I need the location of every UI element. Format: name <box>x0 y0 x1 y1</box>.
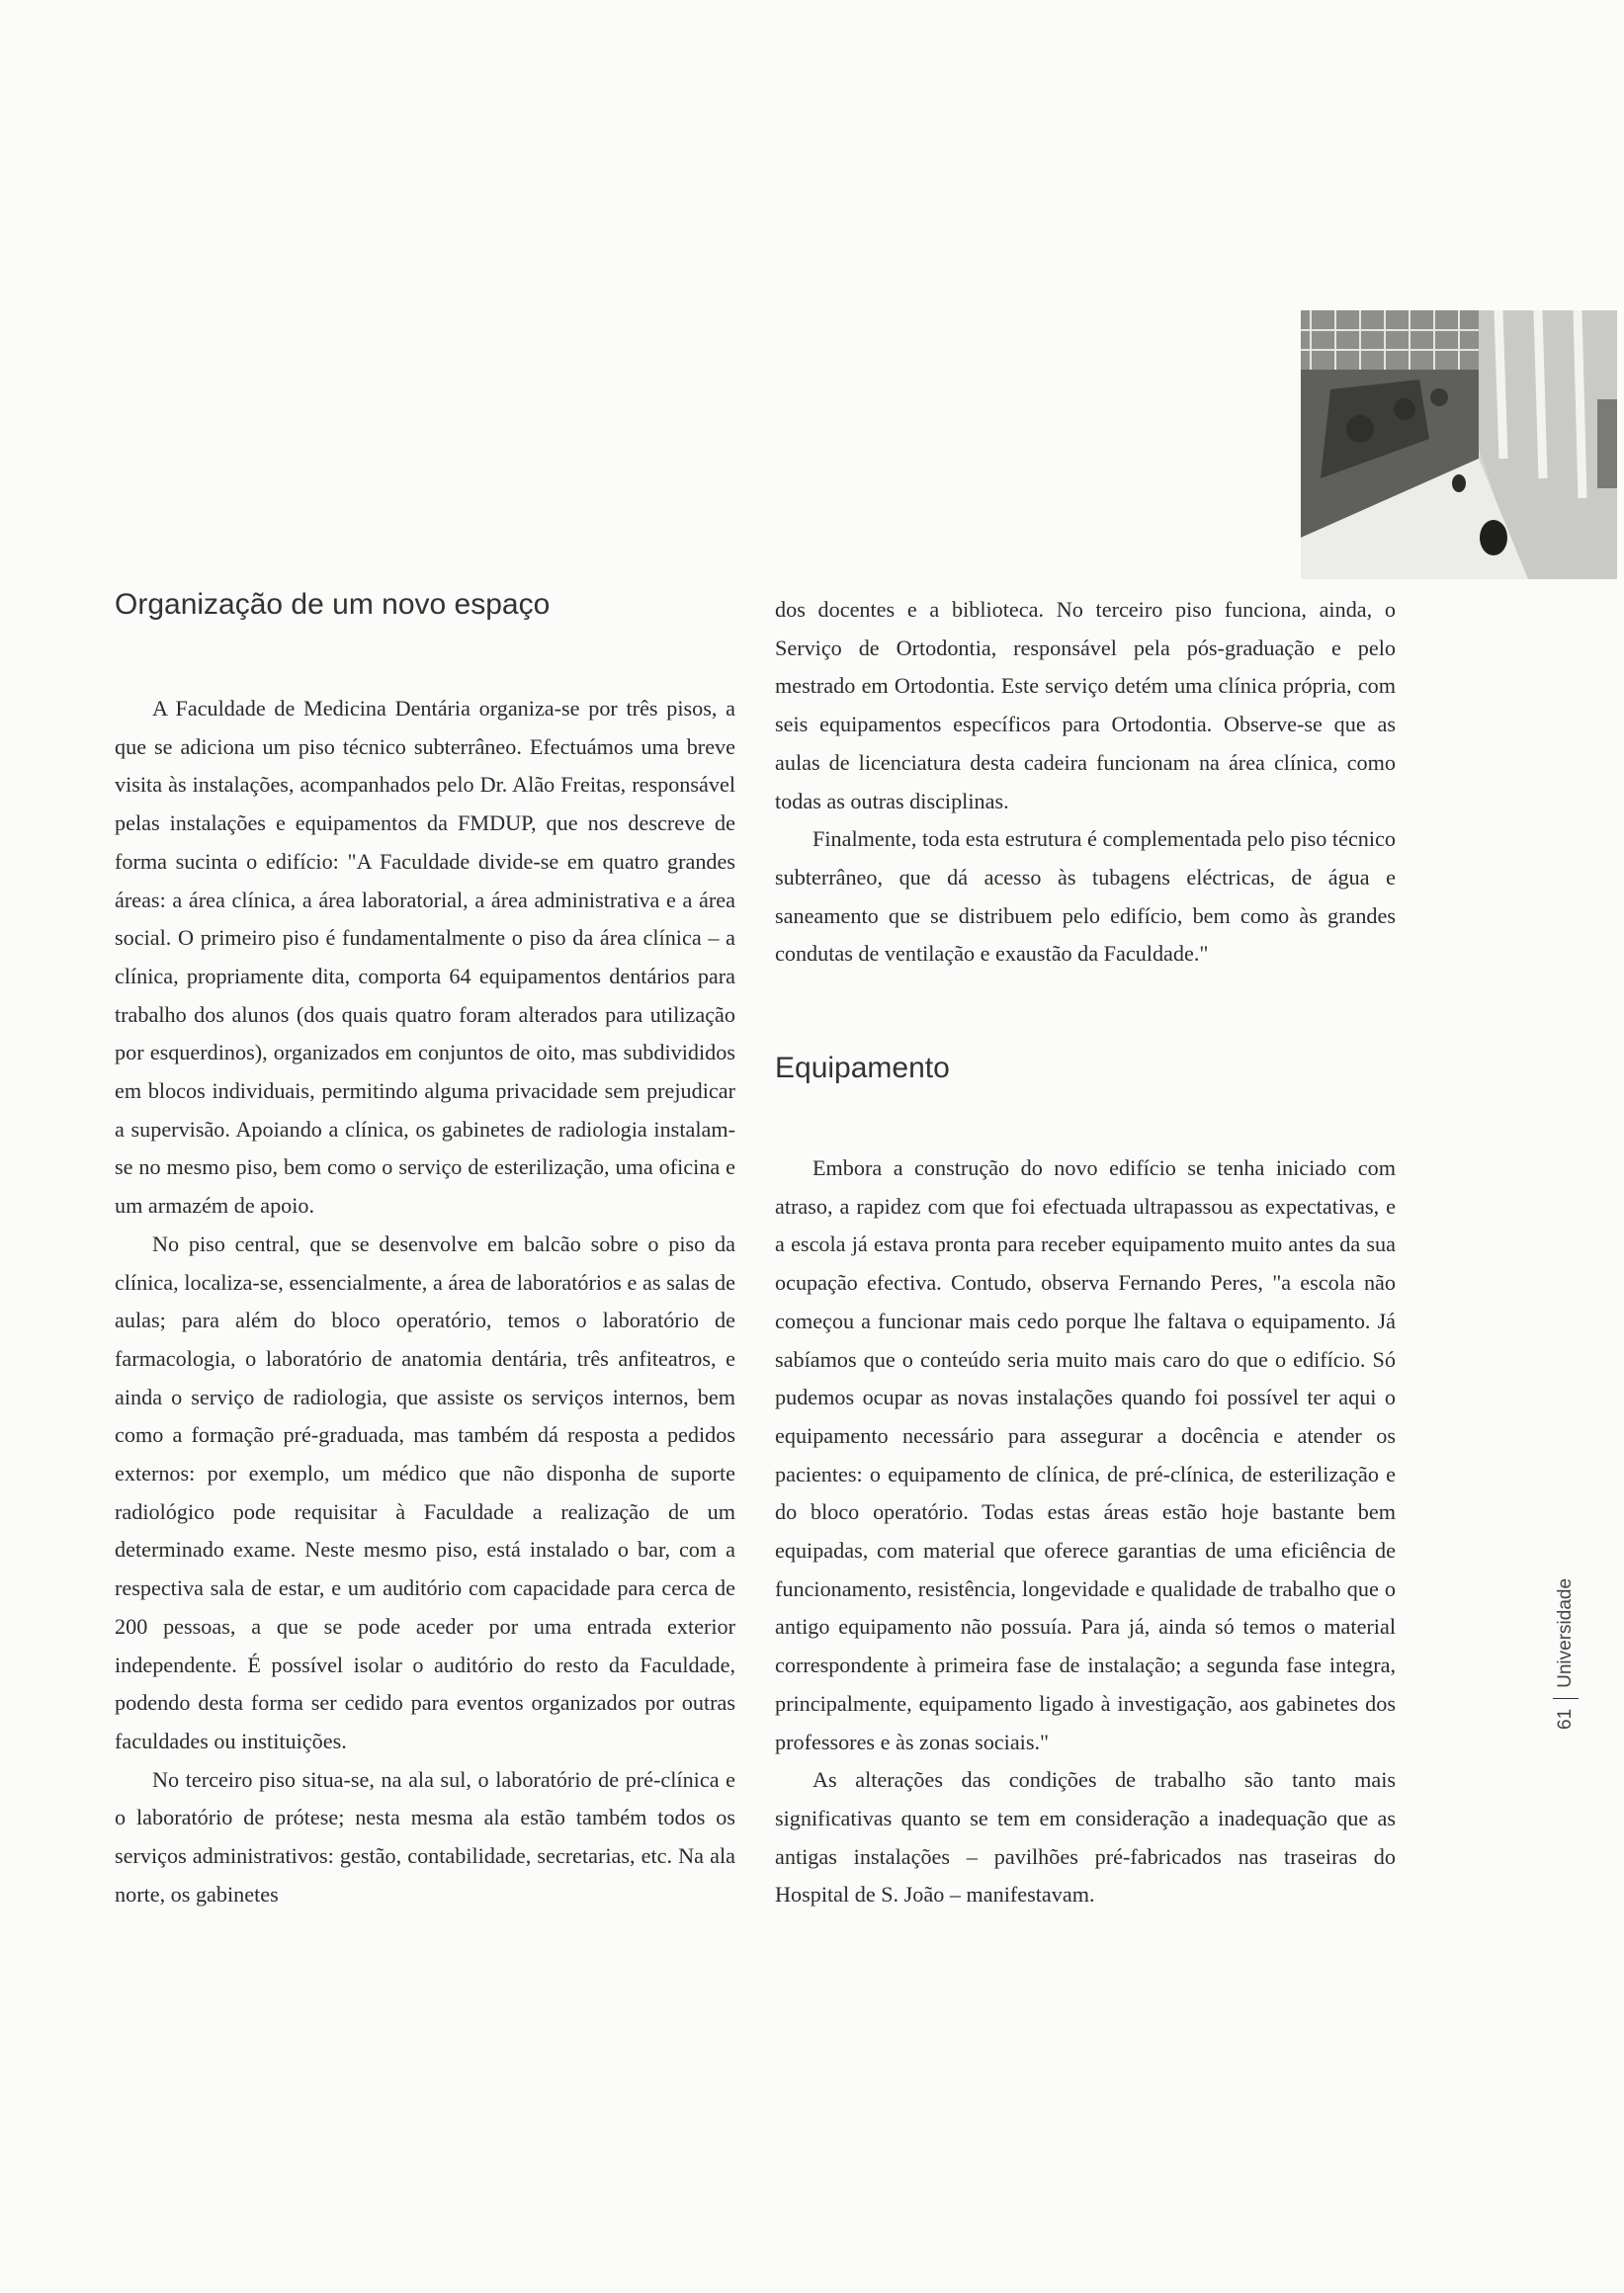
body-paragraph: Embora a construção do novo edifício se tenha iniciado com atraso, a rapidez com que foi efectuada ultrapassou as expectativas, e a escola já estava pronta para receber equipamento muito antes da sua ocupação efectiva. Contudo, observa Fernando Peres, "a escola não começou a funcionar mais cedo porque lhe faltava o equipamento. Já sabíamos que o conteúdo seria muito mais caro do que o edifício. Só pudemos ocupar as novas instalações quando foi possível ter aqui o equipamento necessário para assegurar a docência e atender os pacientes: o equipamento de clínica, de pré-clínica, de esterilização e do bloco operatório. Todas estas áreas estão hoje bastante bem equipadas, com material que oferece garantias de uma eficiência de funcionamento, resistência, longevidade e qualidade de trabalho que o antigo equipamento não possuía. Para já, ainda só temos o material correspondente à primeira fase de instalação; a segunda fase integra, principalmente, equipamento ligado à investigação, aos gabinetes dos professores e às zonas sociais." <box>775 1155 1396 1754</box>
body-paragraph: Finalmente, toda esta estrutura é complementada pelo piso técnico subterrâneo, que dá acesso às tubagens eléctricas, de água e saneamento que se distribuem pelo edifício, bem como às grandes condutas de ventilação e exaustão da Faculdade." <box>775 826 1396 967</box>
page-folio <box>1554 1542 1578 1730</box>
left-column <box>115 581 735 1914</box>
body-paragraph: As alterações das condições de trabalho são tanto mais significativas quanto se tem em consideração a inadequação que as antigas instalações – pavilhões pré-fabricados nas traseiras do Hospital de S. João – manifestavam. <box>775 1767 1396 1908</box>
page-number: 61 <box>1555 1708 1576 1730</box>
body-paragraph: A Faculdade de Medicina Dentária organiza-se por três pisos, a que se adiciona um piso técnico subterrâneo. Efectuámos uma breve visita às instalações, acompanhados pelo Dr. Alão Freitas, responsável pelas instalações e equipamentos da FMDUP, que nos descreve de forma sucinta o edifício: "A Faculdade divide-se em quatro grandes áreas: a área clínica, a área laboratorial, a área administrativa e a área social. O primeiro piso é fundamentalmente o piso da área clínica – a clínica, propriamente dita, comporta 64 equipamentos dentários para trabalho dos alunos (dos quais quatro foram alterados para utilização por esquerdinos), organizados em conjuntos de oito, mas subdivididos em blocos individuais, permitindo alguma privacidade sem prejudicar a supervisão. Apoiando a clínica, os gabinetes de radiologia instalam-se no mesmo piso, bem como o serviço de esterilização, uma oficina e um armazém de apoio. <box>115 696 735 1219</box>
right-column <box>775 591 1396 1914</box>
body-paragraph: No terceiro piso situa-se, na ala sul, o laboratório de pré-clínica e o laboratório de prótese; nesta mesma ala estão também todos os serviços administrativos: gestão, contabilidade, secretarias, etc. Na ala norte, os gabinetes <box>115 1766 735 1907</box>
body-paragraph-continuation: dos docentes e a biblioteca. No terceiro piso funciona, ainda, o Serviço de Ortodontia, responsável pela pós-graduação e pelo mestrado em Ortodontia. Este serviço detém uma clínica própria, com seis equipamentos específicos para Ortodontia. Observe-se que as aulas de licenciatura desta cadeira funcionam na área clínica, como todas as outras disciplinas. <box>775 597 1396 813</box>
folio-divider <box>1553 1698 1579 1699</box>
section-label: Universidade <box>1555 1577 1576 1688</box>
section-heading-equipamento: Equipamento <box>775 1052 950 1085</box>
body-paragraph: No piso central, que se desenvolve em balcão sobre o piso da clínica, localiza-se, essencialmente, a área de laboratórios e as salas de aulas; para além do bloco operatório, temos o laboratório de farmacologia, o laboratório de anatomia dentária, três anfiteatros, e ainda o serviço de radiologia, que assiste os serviços internos, bem como a formação pré-graduada, mas também dá resposta a pedidos externos: por exemplo, um médico que não disponha de suporte radiológico pode requisitar à Faculdade a realização de um determinado exame. Neste mesmo piso, está instalado o bar, com a respectiva sala de estar, e um auditório com capacidade para cerca de 200 pessoas, a que se pode aceder por uma entrada exterior independente. É possível isolar o auditório do resto da Faculdade, podendo desta forma ser cedido para eventos organizados por outras faculdades ou instituições. <box>115 1231 735 1753</box>
clinic-photo <box>1301 310 1617 579</box>
section-heading-organizacao: Organização de um novo espaço <box>115 588 551 621</box>
